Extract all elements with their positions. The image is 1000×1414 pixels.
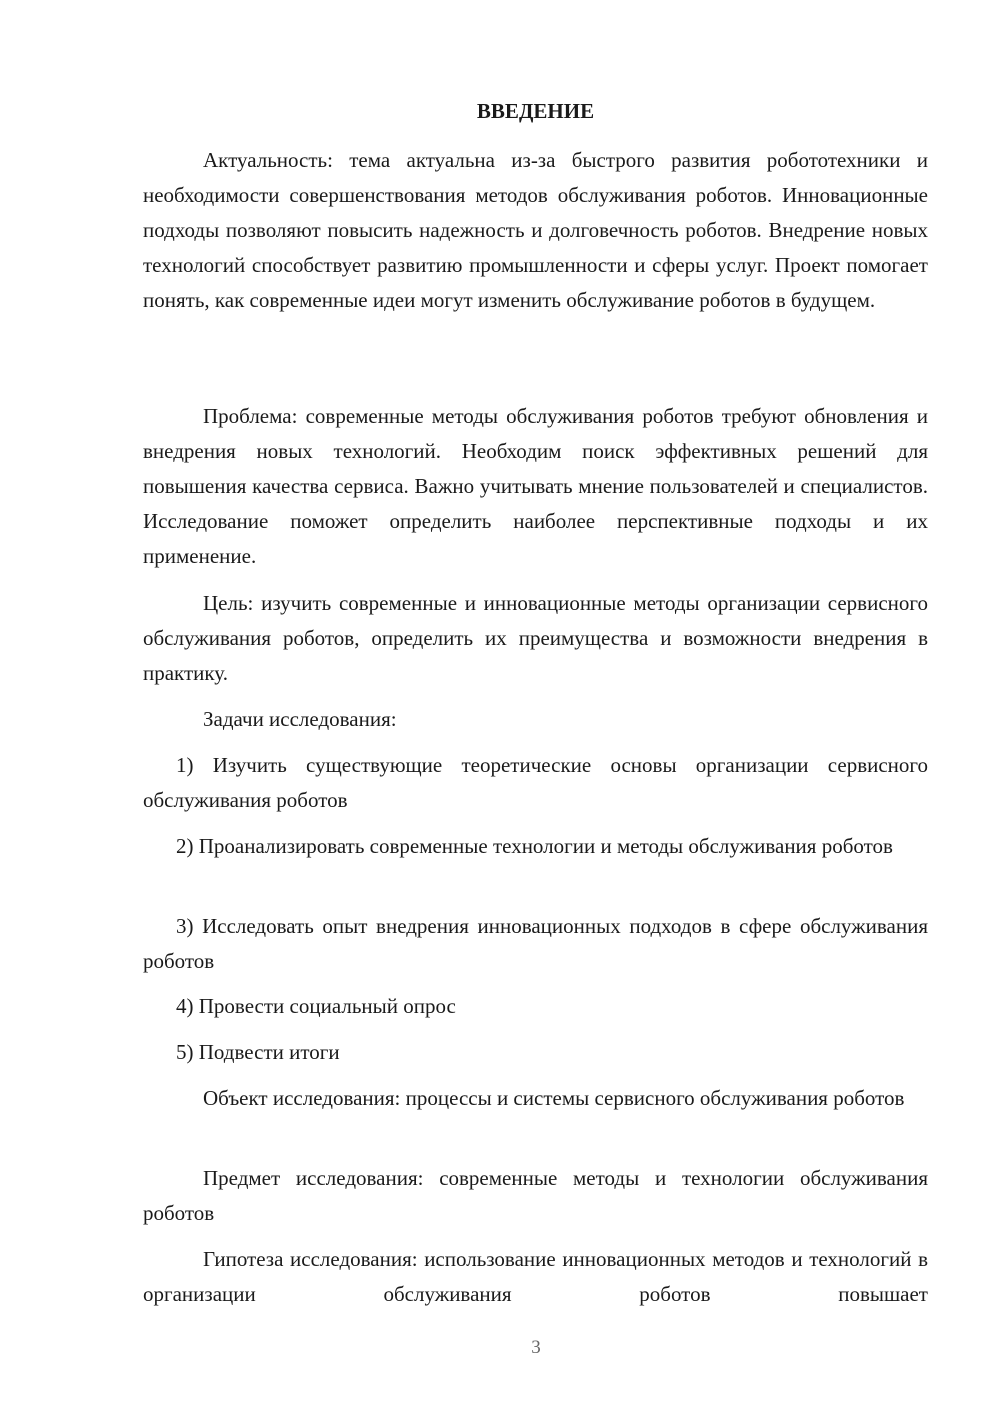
paragraph-object: Объект исследования: процессы и системы сервисного обслуживания роботов <box>203 1086 905 1110</box>
task-item-2: 2) Проанализировать современные технологии и методы обслуживания роботов <box>176 834 893 858</box>
paragraph-hypothesis: Гипотеза исследования: использование инновационных методов и технологий в организации обслуживания роботов повышает <box>143 1247 928 1306</box>
page-number: 3 <box>531 1337 541 1358</box>
paragraph-subject: Предмет исследования: современные методы и технологии обслуживания роботов <box>143 1166 928 1225</box>
task-item-5: 5) Подвести итоги <box>176 1040 340 1064</box>
task-item-3: 3) Исследовать опыт внедрения инновационных подходов в сфере обслуживания роботов <box>143 914 928 973</box>
tasks-heading: Задачи исследования: <box>203 707 397 731</box>
task-item-1: 1) Изучить существующие теоретические основы организации сервисного обслуживания роботов <box>143 753 928 812</box>
paragraph-relevance: Актуальность: тема актуальна из-за быстрого развития робототехники и необходимости совершенствования методов обслуживания роботов. Инновационные подходы позволяют повысить надежность и долговечность роботов. Внедрение новых технологий способствует развитию промышленности и сферы услуг. Проект помогает понять, как современные идеи могут изменить обслуживание роботов в будущем. <box>143 148 928 312</box>
paragraph-goal: Цель: изучить современные и инновационные методы организации сервисного обслуживания роботов, определить их преимущества и возможности внедрения в практику. <box>143 591 928 685</box>
section-title: ВВЕДЕНИЕ <box>476 99 595 123</box>
paragraph-problem: Проблема: современные методы обслуживания роботов требуют обновления и внедрения новых технологий. Необходим поиск эффективных решений для повышения качества сервиса. Важно учитывать мнение пользователей и специалистов. Исследование поможет определить наиболее перспективные подходы и их применение. <box>143 404 928 568</box>
task-item-4: 4) Провести социальный опрос <box>176 994 456 1018</box>
